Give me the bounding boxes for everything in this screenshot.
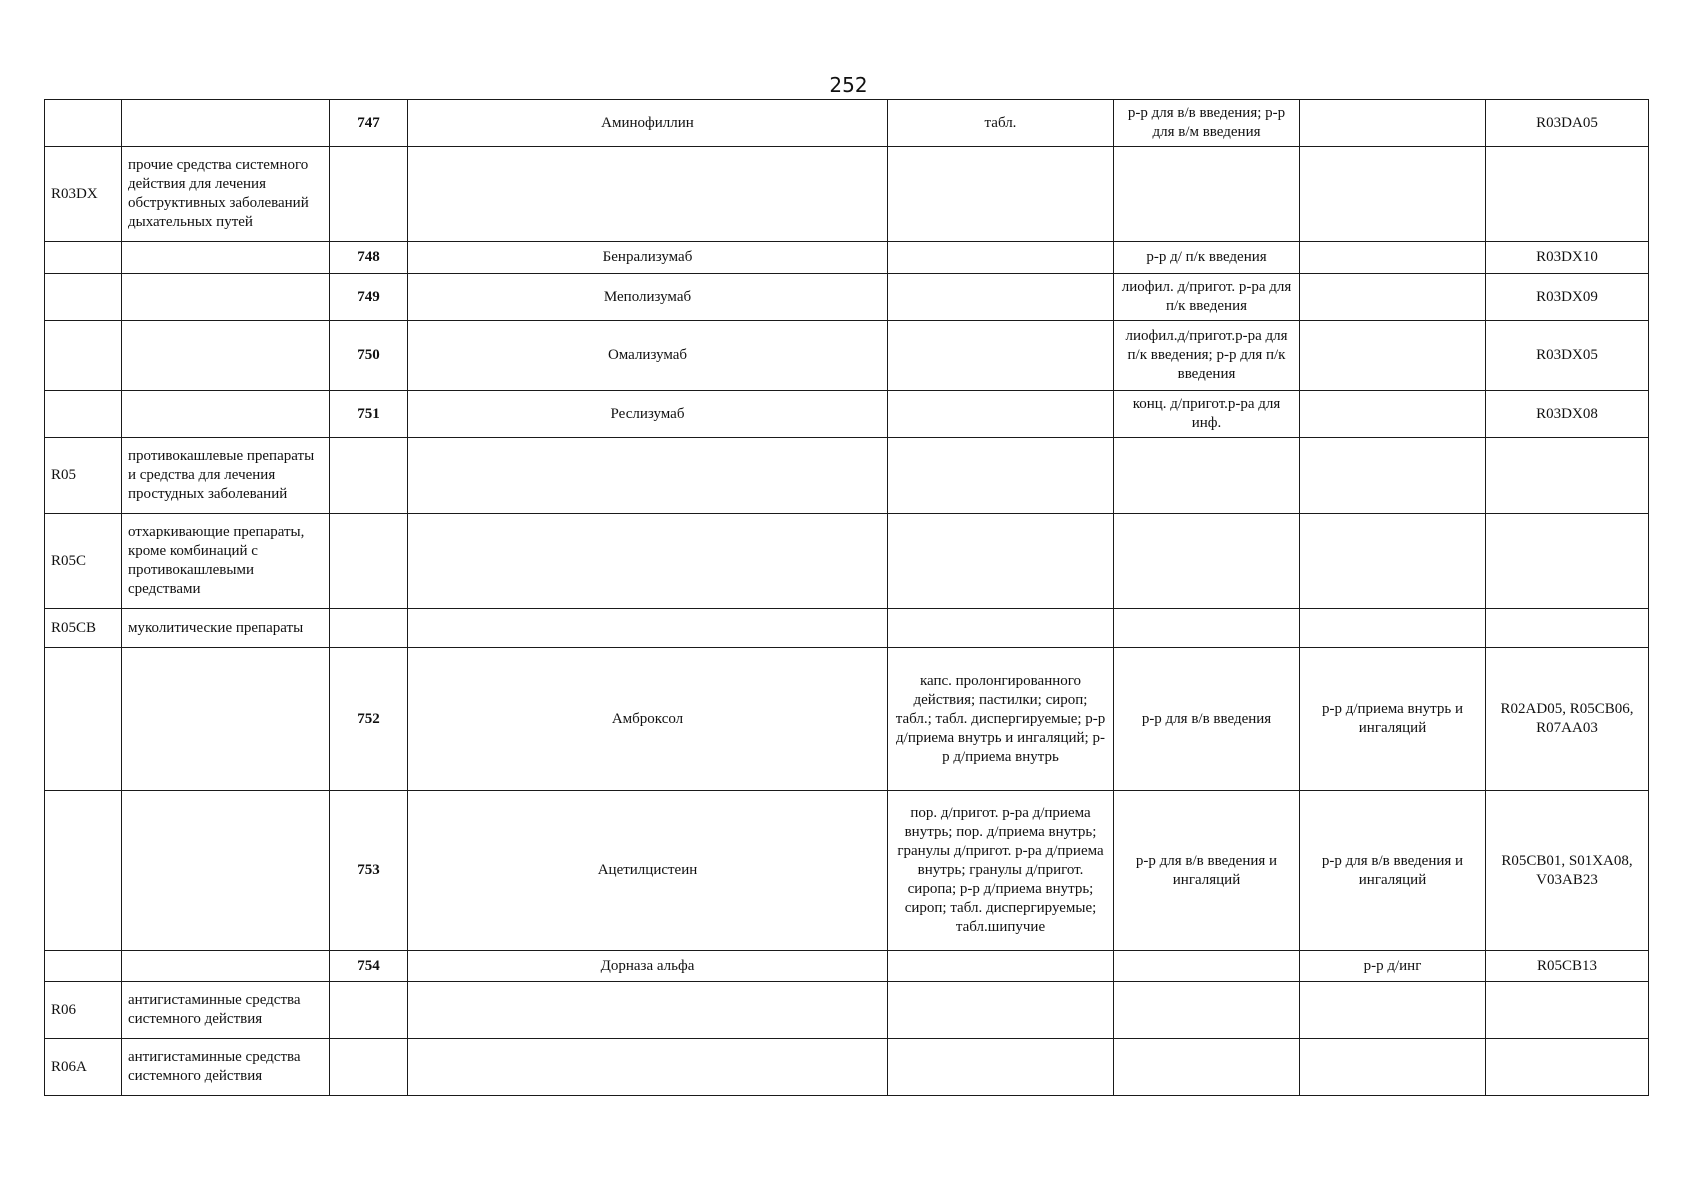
table-row — [45, 982, 1649, 1039]
dosage-form-other: р-р д/приема внутрь и ингаляций — [1300, 648, 1486, 791]
drug-name — [408, 147, 888, 242]
drug-number: 747 — [330, 100, 408, 147]
dosage-form-injection — [1114, 951, 1300, 982]
atc-group-code: R05C — [45, 514, 122, 609]
atc-group-description — [122, 321, 330, 391]
dosage-form-oral — [888, 321, 1114, 391]
atc-group-code: R05CB — [45, 609, 122, 648]
table-row — [45, 274, 1649, 321]
drug-name: Аминофиллин — [408, 100, 888, 147]
drug-name: Меполизумаб — [408, 274, 888, 321]
drug-number — [330, 147, 408, 242]
dosage-form-oral — [888, 982, 1114, 1039]
dosage-form-other — [1300, 321, 1486, 391]
atc-group-code — [45, 321, 122, 391]
atc-code — [1486, 514, 1649, 609]
dosage-form-oral — [888, 438, 1114, 514]
drug-name — [408, 982, 888, 1039]
dosage-form-oral — [888, 951, 1114, 982]
drug-name: Дорназа альфа — [408, 951, 888, 982]
drug-number: 754 — [330, 951, 408, 982]
dosage-form-injection: лиофил. д/пригот. р-ра для п/к введения — [1114, 274, 1300, 321]
atc-code — [1486, 438, 1649, 514]
atc-code: R05CB01, S01XA08, V03AB23 — [1486, 791, 1649, 951]
dosage-form-other: р-р д/инг — [1300, 951, 1486, 982]
atc-group-description: прочие средства системного действия для лечения обструктивных заболеваний дыхательных путей — [122, 147, 330, 242]
dosage-form-oral — [888, 609, 1114, 648]
drug-number: 748 — [330, 242, 408, 274]
drug-number: 753 — [330, 791, 408, 951]
page-number: 252 — [829, 73, 868, 97]
drug-name — [408, 514, 888, 609]
dosage-form-other — [1300, 391, 1486, 438]
atc-group-code: R03DX — [45, 147, 122, 242]
atc-group-description — [122, 951, 330, 982]
dosage-form-oral: табл. — [888, 100, 1114, 147]
table-row — [45, 438, 1649, 514]
dosage-form-other — [1300, 438, 1486, 514]
table-row — [45, 321, 1649, 391]
dosage-form-injection: р-р для в/в введения и ингаляций — [1114, 791, 1300, 951]
dosage-form-injection: р-р для в/в введения; р-р для в/м введения — [1114, 100, 1300, 147]
dosage-form-other — [1300, 147, 1486, 242]
drug-number: 751 — [330, 391, 408, 438]
drug-name: Реслизумаб — [408, 391, 888, 438]
atc-group-code: R05 — [45, 438, 122, 514]
drug-number — [330, 438, 408, 514]
atc-group-description — [122, 242, 330, 274]
drug-name: Омализумаб — [408, 321, 888, 391]
atc-group-description: противокашлевые препараты и средства для лечения простудных заболеваний — [122, 438, 330, 514]
dosage-form-injection: р-р для в/в введения — [1114, 648, 1300, 791]
atc-group-description — [122, 391, 330, 438]
dosage-form-injection: р-р д/ п/к введения — [1114, 242, 1300, 274]
dosage-form-injection: конц. д/пригот.р-ра для инф. — [1114, 391, 1300, 438]
atc-code: R03DX10 — [1486, 242, 1649, 274]
table-row — [45, 514, 1649, 609]
atc-group-code — [45, 648, 122, 791]
dosage-form-injection — [1114, 514, 1300, 609]
atc-group-description — [122, 648, 330, 791]
atc-group-code — [45, 391, 122, 438]
atc-group-code — [45, 951, 122, 982]
atc-group-description — [122, 100, 330, 147]
drug-number — [330, 609, 408, 648]
atc-group-description — [122, 791, 330, 951]
atc-code: R03DX05 — [1486, 321, 1649, 391]
atc-code: R03DX08 — [1486, 391, 1649, 438]
dosage-form-injection — [1114, 438, 1300, 514]
atc-group-code — [45, 242, 122, 274]
drug-number — [330, 514, 408, 609]
table-row — [45, 242, 1649, 274]
drug-number — [330, 982, 408, 1039]
atc-code — [1486, 609, 1649, 648]
drug-table — [44, 99, 1649, 1096]
dosage-form-injection — [1114, 982, 1300, 1039]
table-row — [45, 1039, 1649, 1096]
dosage-form-other — [1300, 1039, 1486, 1096]
dosage-form-other — [1300, 274, 1486, 321]
dosage-form-injection — [1114, 609, 1300, 648]
atc-group-description: отхаркивающие препараты, кроме комбинаций с противокашлевыми средствами — [122, 514, 330, 609]
drug-name: Амброксол — [408, 648, 888, 791]
atc-group-code: R06 — [45, 982, 122, 1039]
drug-name: Бенрализумаб — [408, 242, 888, 274]
drug-number — [330, 1039, 408, 1096]
atc-group-code — [45, 274, 122, 321]
atc-group-description: антигистаминные средства системного действия — [122, 982, 330, 1039]
dosage-form-oral — [888, 1039, 1114, 1096]
dosage-form-other — [1300, 514, 1486, 609]
atc-code — [1486, 1039, 1649, 1096]
drug-number: 749 — [330, 274, 408, 321]
dosage-form-injection: лиофил.д/пригот.р-ра для п/к введения; р-р для п/к введения — [1114, 321, 1300, 391]
dosage-form-oral — [888, 147, 1114, 242]
table-row — [45, 147, 1649, 242]
atc-group-code: R06A — [45, 1039, 122, 1096]
drug-name: Ацетилцистеин — [408, 791, 888, 951]
atc-group-description: муколитические препараты — [122, 609, 330, 648]
dosage-form-oral — [888, 514, 1114, 609]
dosage-form-other — [1300, 982, 1486, 1039]
drug-name — [408, 1039, 888, 1096]
table-row — [45, 951, 1649, 982]
dosage-form-oral: капс. пролонгированного действия; пастилки; сироп; табл.; табл. диспергируемые; р-р д/приема внутрь и ингаляций; р-р д/приема внутрь — [888, 648, 1114, 791]
atc-code: R03DX09 — [1486, 274, 1649, 321]
atc-group-code — [45, 791, 122, 951]
atc-code — [1486, 982, 1649, 1039]
drug-name — [408, 438, 888, 514]
atc-group-description: антигистаминные средства системного действия — [122, 1039, 330, 1096]
table-row — [45, 648, 1649, 791]
atc-group-code — [45, 100, 122, 147]
atc-group-description — [122, 274, 330, 321]
dosage-form-oral — [888, 242, 1114, 274]
dosage-form-other: р-р для в/в введения и ингаляций — [1300, 791, 1486, 951]
dosage-form-other — [1300, 100, 1486, 147]
atc-code — [1486, 147, 1649, 242]
table-row — [45, 791, 1649, 951]
atc-code: R02AD05, R05CB06, R07AA03 — [1486, 648, 1649, 791]
dosage-form-injection — [1114, 147, 1300, 242]
atc-code: R05CB13 — [1486, 951, 1649, 982]
atc-code: R03DA05 — [1486, 100, 1649, 147]
table-row — [45, 391, 1649, 438]
table-row — [45, 100, 1649, 147]
dosage-form-oral: пор. д/пригот. р-ра д/приема внутрь; пор. д/приема внутрь; гранулы д/пригот. р-ра д/приема внутрь; гранулы д/пригот. сиропа; р-р д/приема внутрь; сироп; табл. диспергируемые; табл.шипучие — [888, 791, 1114, 951]
dosage-form-oral — [888, 274, 1114, 321]
drug-number: 750 — [330, 321, 408, 391]
dosage-form-oral — [888, 391, 1114, 438]
table-row — [45, 609, 1649, 648]
dosage-form-other — [1300, 609, 1486, 648]
drug-number: 752 — [330, 648, 408, 791]
dosage-form-injection — [1114, 1039, 1300, 1096]
dosage-form-other — [1300, 242, 1486, 274]
drug-name — [408, 609, 888, 648]
